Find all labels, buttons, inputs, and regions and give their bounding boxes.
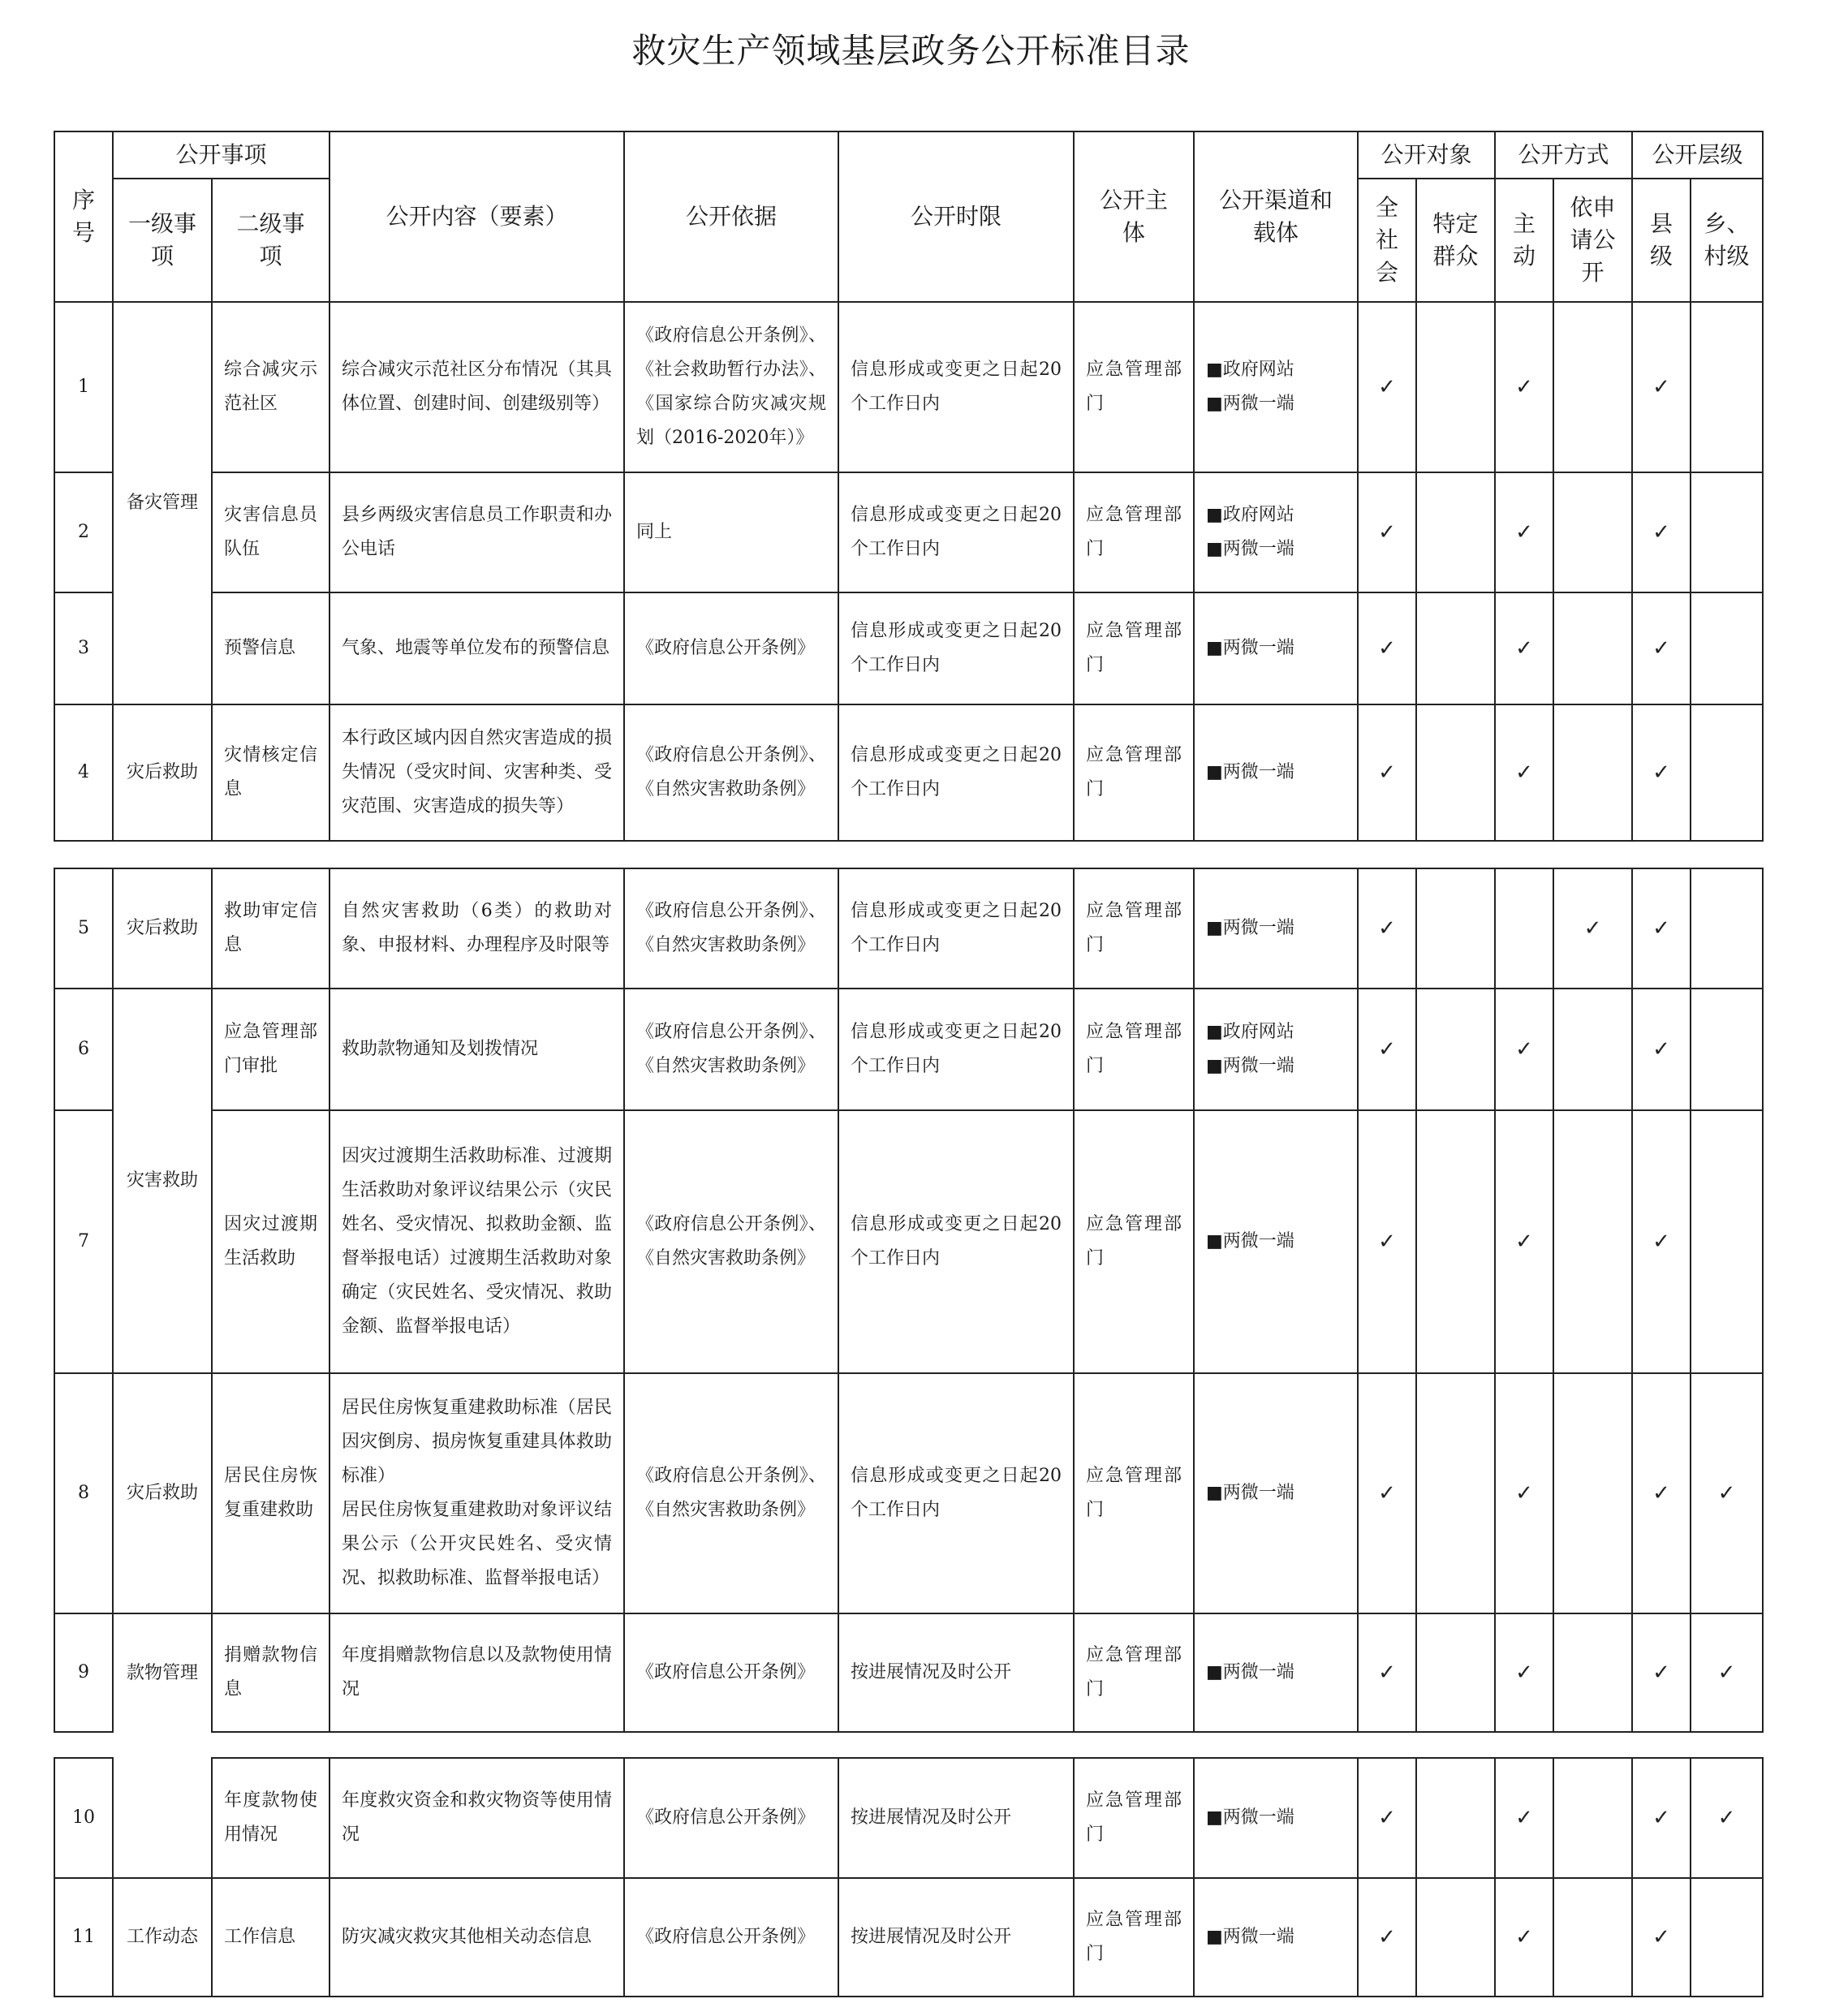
row-deadline: 信息形成或变更之日起20个工作日内 (838, 704, 1074, 841)
row-index: 6 (54, 989, 113, 1110)
table-row (54, 1110, 1763, 1373)
empty-cell (1553, 472, 1632, 592)
row-subject: 应急管理部门 (1074, 704, 1194, 841)
header-level-town: 乡、 村级 (1691, 179, 1763, 302)
row-level1: 灾害救助 (113, 989, 212, 1373)
channel-item: ■两微一端 (1206, 762, 1294, 782)
table-row (54, 1758, 1763, 1878)
empty-cell (1553, 1110, 1632, 1373)
row-basis: 《政府信息公开条例》、《社会救助暂行办法》、《国家综合防灾减灾规划（2016-2020年）》 (624, 302, 838, 472)
row-basis: 《政府信息公开条例》、《自然灾害救助条例》 (624, 868, 838, 989)
table-row (54, 1613, 1763, 1732)
row-index: 1 (54, 302, 113, 472)
row-level2: 年度款物使用情况 (212, 1758, 330, 1878)
empty-cell (1691, 704, 1763, 841)
header-basis: 公开依据 (624, 131, 838, 302)
empty-cell (1553, 302, 1632, 472)
check-mark: ✓ (1691, 1373, 1763, 1613)
check-mark: ✓ (1632, 1373, 1691, 1613)
check-mark: ✓ (1495, 1373, 1553, 1613)
row-deadline: 信息形成或变更之日起20个工作日内 (838, 1110, 1074, 1373)
table-row (54, 302, 1763, 472)
row-subject: 应急管理部门 (1074, 1373, 1194, 1613)
empty-cell (1416, 302, 1495, 472)
check-mark: ✓ (1358, 472, 1416, 592)
row-content: 救助款物通知及划拨情况 (330, 989, 624, 1110)
channel-item: ■两微一端 (1206, 1483, 1294, 1503)
table-row (54, 592, 1763, 704)
row-channel (1194, 1878, 1358, 1997)
check-mark: ✓ (1632, 868, 1691, 989)
row-content: 综合减灾示范社区分布情况（其具体位置、创建时间、创建级别等） (330, 302, 624, 472)
row-content: 自然灾害救助（6类）的救助对象、申报材料、办理程序及时限等 (330, 868, 624, 989)
row-index: 5 (54, 868, 113, 989)
row-subject: 应急管理部门 (1074, 989, 1194, 1110)
row-level1-empty (113, 1758, 212, 1878)
row-basis: 同上 (624, 472, 838, 592)
row-index: 10 (54, 1758, 113, 1878)
check-mark: ✓ (1358, 868, 1416, 989)
empty-cell (1416, 989, 1495, 1110)
empty-cell (1553, 1613, 1632, 1732)
header-level-group: 公开层级 (1632, 131, 1763, 179)
header-subject: 公开主 体 (1074, 131, 1194, 302)
empty-cell (1691, 302, 1763, 472)
row-level1: 灾后救助 (113, 868, 212, 989)
check-mark: ✓ (1495, 704, 1553, 841)
check-mark: ✓ (1358, 989, 1416, 1110)
check-mark: ✓ (1632, 1878, 1691, 1997)
row-level1: 款物管理 (113, 1613, 212, 1732)
row-level2: 居民住房恢复重建救助 (212, 1373, 330, 1613)
empty-cell (1553, 592, 1632, 704)
empty-cell (1691, 868, 1763, 989)
row-subject: 应急管理部门 (1074, 1613, 1194, 1732)
row-content: 年度救灾资金和救灾物资等使用情况 (330, 1758, 624, 1878)
channel-item: ■两微一端 (1206, 1927, 1294, 1947)
row-deadline: 信息形成或变更之日起20个工作日内 (838, 989, 1074, 1110)
row-basis: 《政府信息公开条例》、《自然灾害救助条例》 (624, 704, 838, 841)
row-content: 县乡两级灾害信息员工作职责和办公电话 (330, 472, 624, 592)
row-index: 4 (54, 704, 113, 841)
channel-item: ■两微一端 (1206, 1662, 1294, 1682)
row-deadline: 按进展情况及时公开 (838, 1613, 1074, 1732)
empty-cell (1691, 1110, 1763, 1373)
row-subject: 应急管理部门 (1074, 302, 1194, 472)
check-mark: ✓ (1495, 302, 1553, 472)
row-level1: 灾后救助 (113, 1373, 212, 1613)
catalog-table-part-3 (54, 1757, 1764, 1997)
check-mark: ✓ (1358, 302, 1416, 472)
channel-item: ■两微一端 (1206, 918, 1294, 938)
row-basis: 《政府信息公开条例》、《自然灾害救助条例》 (624, 1373, 838, 1613)
row-subject: 应急管理部门 (1074, 1110, 1194, 1373)
check-mark: ✓ (1632, 592, 1691, 704)
row-deadline: 按进展情况及时公开 (838, 1878, 1074, 1997)
empty-cell (1553, 1758, 1632, 1878)
empty-cell (1553, 1373, 1632, 1613)
check-mark: ✓ (1553, 868, 1632, 989)
empty-cell (1553, 704, 1632, 841)
catalog-table-part-2 (54, 868, 1764, 1733)
row-basis: 《政府信息公开条例》、《自然灾害救助条例》 (624, 1110, 838, 1373)
row-deadline: 信息形成或变更之日起20个工作日内 (838, 302, 1074, 472)
header-audience-group: 公开对象 (1358, 131, 1495, 179)
header-deadline: 公开时限 (838, 131, 1074, 302)
empty-cell (1416, 1878, 1495, 1997)
channel-item: ■两微一端 (1206, 539, 1294, 559)
row-content: 防灾减灾救灾其他相关动态信息 (330, 1878, 624, 1997)
header-level-county: 县 级 (1632, 179, 1691, 302)
row-content: 本行政区域内因自然灾害造成的损失情况（受灾时间、灾害种类、受灾范围、灾害造成的损失等） (330, 704, 624, 841)
row-content: 因灾过渡期生活救助标准、过渡期生活救助对象评议结果公示（灾民姓名、受灾情况、拟救助金额、监督举报电话）过渡期生活救助对象确定（灾民姓名、受灾情况、救助金额、监督举报电话） (330, 1110, 624, 1373)
header-level2: 二级事 项 (212, 179, 330, 302)
row-level2: 捐赠款物信息 (212, 1613, 330, 1732)
channel-item: ■两微一端 (1206, 1056, 1294, 1076)
row-level2: 综合减灾示范社区 (212, 302, 330, 472)
row-subject: 应急管理部门 (1074, 1878, 1194, 1997)
check-mark: ✓ (1632, 704, 1691, 841)
catalog-table-part-1 (54, 131, 1764, 842)
row-level2: 灾害信息员队伍 (212, 472, 330, 592)
table-row (54, 472, 1763, 592)
page-title: 救灾生产领域基层政务公开标准目录 (631, 31, 1191, 71)
row-index: 11 (54, 1878, 113, 1997)
check-mark: ✓ (1495, 989, 1553, 1110)
table-row (54, 868, 1763, 989)
check-mark: ✓ (1495, 1110, 1553, 1373)
empty-cell (1553, 1878, 1632, 1997)
row-channel (1194, 704, 1358, 841)
table-row (54, 1373, 1763, 1613)
check-mark: ✓ (1632, 989, 1691, 1110)
row-channel (1194, 302, 1358, 472)
empty-cell (1495, 868, 1553, 989)
row-channel (1194, 868, 1358, 989)
header-channel: 公开渠道和 载体 (1194, 131, 1358, 302)
channel-item: ■政府网站 (1206, 1022, 1294, 1042)
header-method-active: 主 动 (1495, 179, 1553, 302)
row-basis: 《政府信息公开条例》、《自然灾害救助条例》 (624, 989, 838, 1110)
row-basis: 《政府信息公开条例》 (624, 592, 838, 704)
row-level2: 应急管理部门审批 (212, 989, 330, 1110)
row-level2: 救助审定信息 (212, 868, 330, 989)
check-mark: ✓ (1691, 1758, 1763, 1878)
row-basis: 《政府信息公开条例》 (624, 1613, 838, 1732)
row-basis: 《政府信息公开条例》 (624, 1758, 838, 1878)
row-index: 2 (54, 472, 113, 592)
row-deadline: 信息形成或变更之日起20个工作日内 (838, 592, 1074, 704)
header-items-group: 公开事项 (113, 131, 330, 179)
check-mark: ✓ (1632, 302, 1691, 472)
header-level1: 一级事 项 (113, 179, 212, 302)
content-line: 居民住房恢复重建救助对象评议结果公示（公开灾民姓名、受灾情况、拟救助标准、监督举报电话） (342, 1500, 612, 1588)
header-method-group: 公开方式 (1495, 131, 1632, 179)
empty-cell (1416, 868, 1495, 989)
row-level2: 预警信息 (212, 592, 330, 704)
empty-cell (1691, 472, 1763, 592)
empty-cell (1416, 1758, 1495, 1878)
row-level1: 备灾管理 (113, 302, 212, 704)
channel-item: ■两微一端 (1206, 394, 1294, 414)
check-mark: ✓ (1691, 1613, 1763, 1732)
row-deadline: 信息形成或变更之日起20个工作日内 (838, 868, 1074, 989)
check-mark: ✓ (1358, 1878, 1416, 1997)
check-mark: ✓ (1632, 1110, 1691, 1373)
header-method-request: 依申 请公 开 (1553, 179, 1632, 302)
row-subject: 应急管理部门 (1074, 592, 1194, 704)
header-content: 公开内容（要素） (330, 131, 624, 302)
row-level1: 工作动态 (113, 1878, 212, 1997)
row-channel (1194, 592, 1358, 704)
check-mark: ✓ (1495, 1878, 1553, 1997)
channel-item: ■政府网站 (1206, 360, 1294, 380)
row-content: 年度捐赠款物信息以及款物使用情况 (330, 1613, 624, 1732)
row-level2: 工作信息 (212, 1878, 330, 1997)
empty-cell (1416, 592, 1495, 704)
row-subject: 应急管理部门 (1074, 1758, 1194, 1878)
empty-cell (1691, 1878, 1763, 1997)
row-deadline: 信息形成或变更之日起20个工作日内 (838, 1373, 1074, 1613)
row-index: 7 (54, 1110, 113, 1373)
check-mark: ✓ (1632, 472, 1691, 592)
check-mark: ✓ (1358, 1613, 1416, 1732)
table-row (54, 989, 1763, 1110)
row-content: 气象、地震等单位发布的预警信息 (330, 592, 624, 704)
check-mark: ✓ (1358, 1110, 1416, 1373)
empty-cell (1416, 1613, 1495, 1732)
row-channel (1194, 1110, 1358, 1373)
check-mark: ✓ (1495, 1613, 1553, 1732)
check-mark: ✓ (1358, 704, 1416, 841)
empty-cell (1416, 472, 1495, 592)
channel-item: ■政府网站 (1206, 505, 1294, 525)
row-channel (1194, 1758, 1358, 1878)
row-index: 8 (54, 1373, 113, 1613)
check-mark: ✓ (1495, 592, 1553, 704)
check-mark: ✓ (1495, 1758, 1553, 1878)
empty-cell (1416, 704, 1495, 841)
header-audience-all: 全 社 会 (1358, 179, 1416, 302)
empty-cell (1691, 592, 1763, 704)
row-level2: 因灾过渡期生活救助 (212, 1110, 330, 1373)
header-index: 序 号 (54, 131, 113, 302)
empty-cell (1416, 1110, 1495, 1373)
empty-cell (1416, 1373, 1495, 1613)
row-index: 9 (54, 1613, 113, 1732)
empty-cell (1553, 989, 1632, 1110)
check-mark: ✓ (1495, 472, 1553, 592)
header-audience-specific: 特定 群众 (1416, 179, 1495, 302)
row-deadline: 按进展情况及时公开 (838, 1758, 1074, 1878)
channel-item: ■两微一端 (1206, 1231, 1294, 1251)
empty-cell (1691, 989, 1763, 1110)
row-level1: 灾后救助 (113, 704, 212, 841)
row-basis: 《政府信息公开条例》 (624, 1878, 838, 1997)
check-mark: ✓ (1358, 592, 1416, 704)
row-content (330, 1373, 624, 1613)
check-mark: ✓ (1358, 1373, 1416, 1613)
check-mark: ✓ (1358, 1758, 1416, 1878)
row-channel (1194, 989, 1358, 1110)
table-row (54, 704, 1763, 841)
row-deadline: 信息形成或变更之日起20个工作日内 (838, 472, 1074, 592)
channel-item: ■两微一端 (1206, 1807, 1294, 1828)
row-channel (1194, 1613, 1358, 1732)
row-channel (1194, 1373, 1358, 1613)
row-index: 3 (54, 592, 113, 704)
check-mark: ✓ (1632, 1758, 1691, 1878)
content-line: 居民住房恢复重建救助标准（居民因灾倒房、损房恢复重建具体救助标准） (342, 1398, 612, 1486)
table-row (54, 1878, 1763, 1997)
row-channel (1194, 472, 1358, 592)
row-subject: 应急管理部门 (1074, 472, 1194, 592)
check-mark: ✓ (1632, 1613, 1691, 1732)
row-subject: 应急管理部门 (1074, 868, 1194, 989)
channel-item: ■两微一端 (1206, 638, 1294, 658)
row-level2: 灾情核定信息 (212, 704, 330, 841)
